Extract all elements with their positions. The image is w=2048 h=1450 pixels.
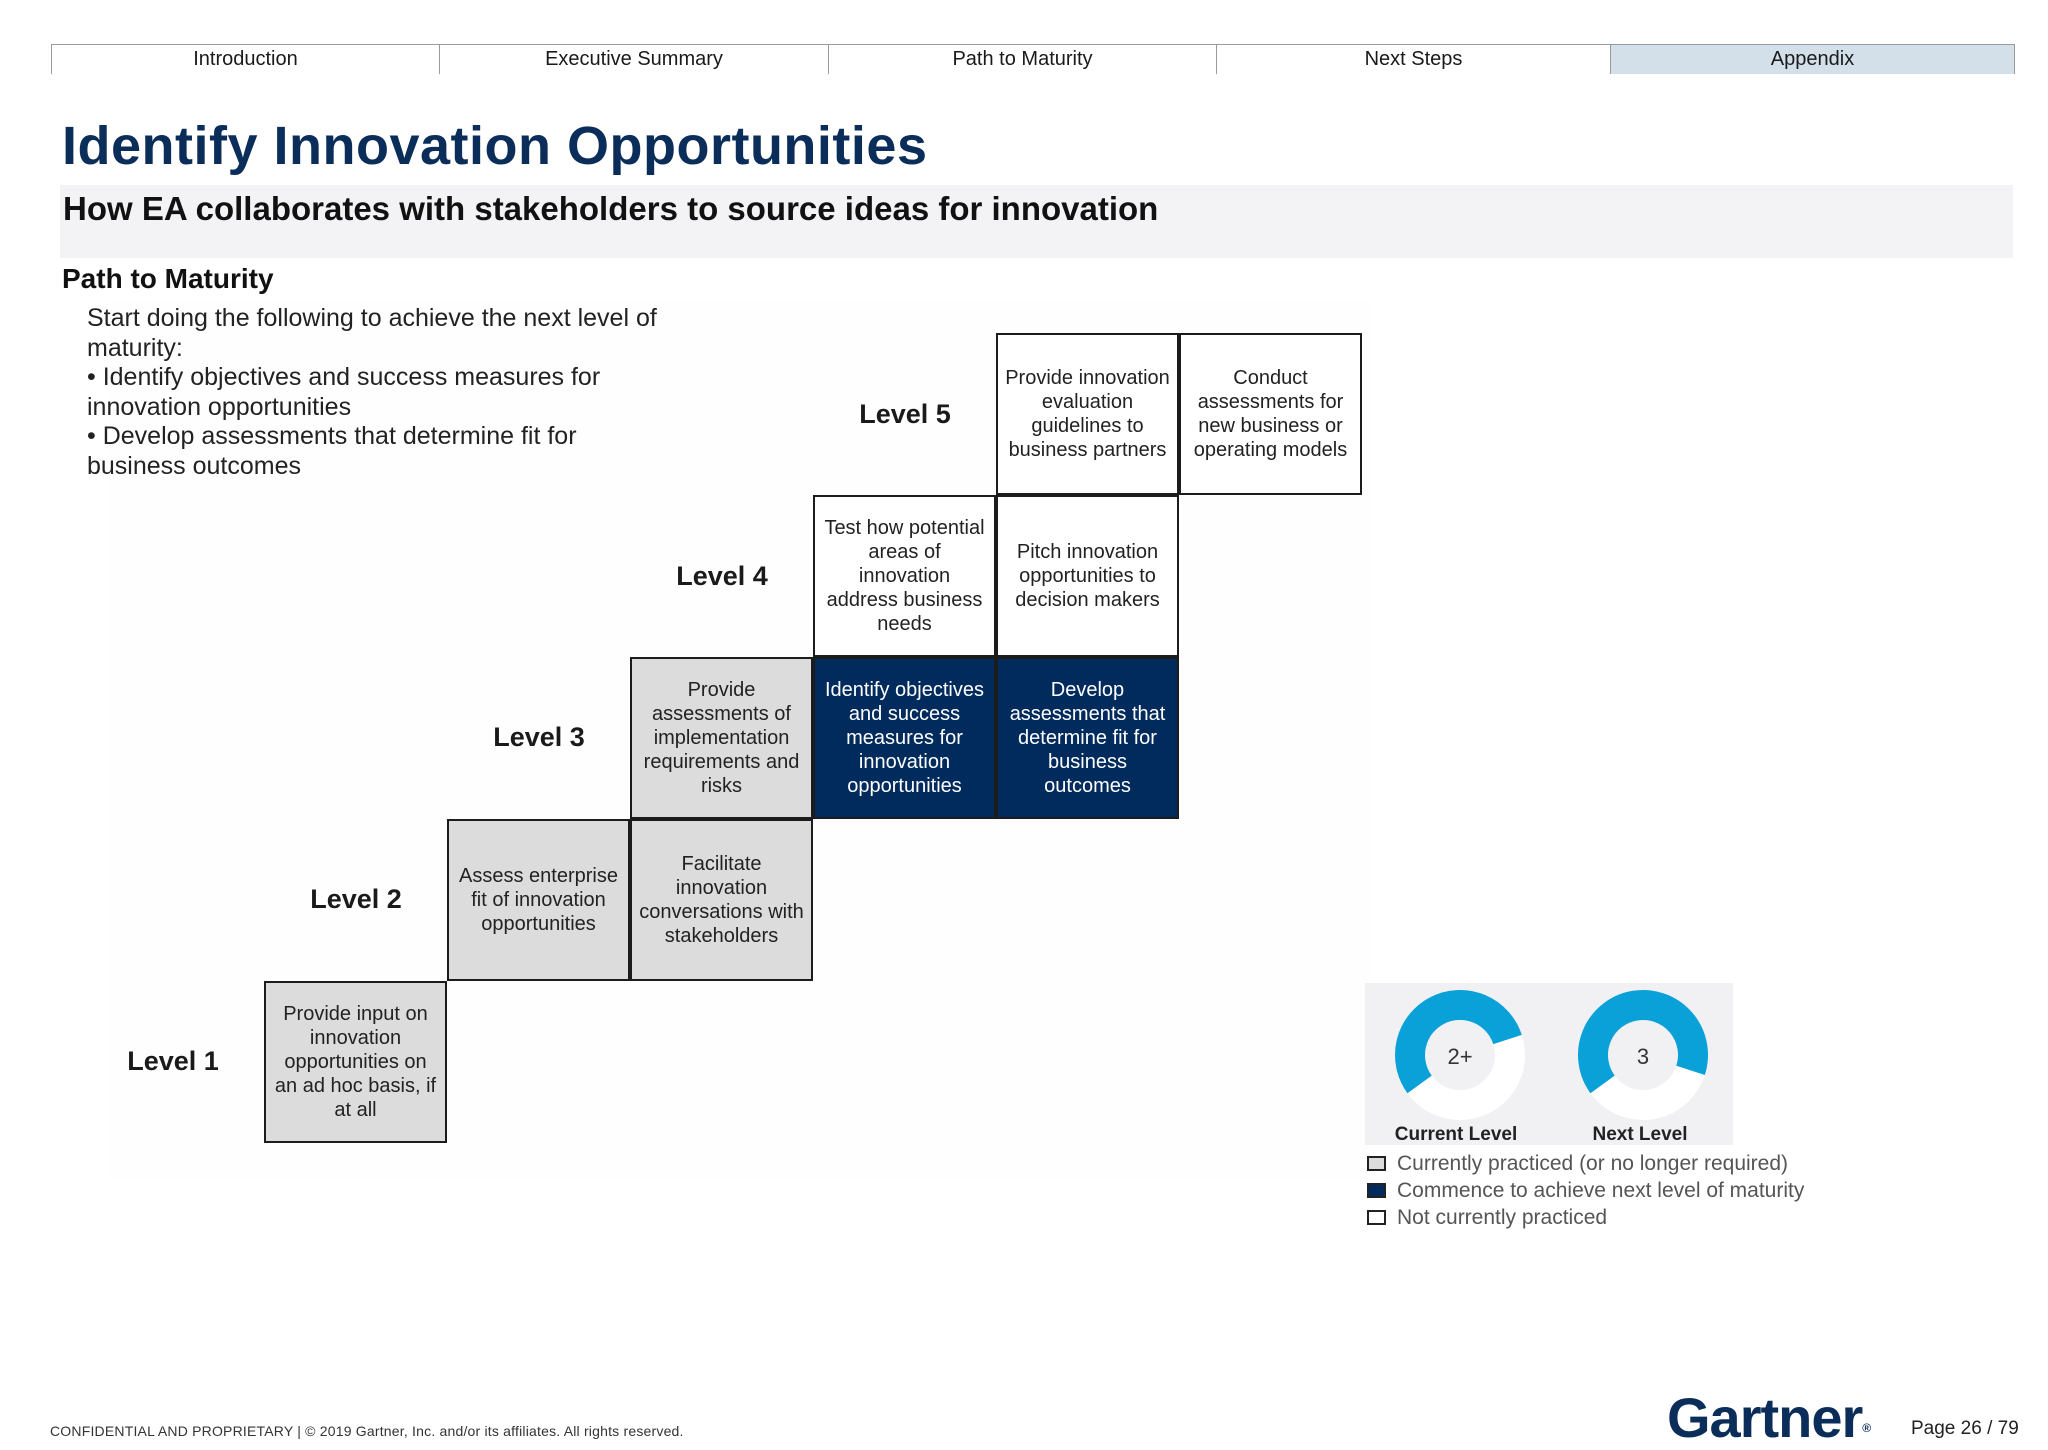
- maturity-cell-level-2-1: Assess enterprise fit of innovation opportunities: [447, 819, 630, 981]
- level-3-label: Level 3: [493, 722, 585, 752]
- legend-item-practiced: [1367, 1150, 1804, 1177]
- page-title: Identify Innovation Opportunities: [62, 116, 928, 176]
- maturity-cell-level-5-1: Provide innovation evaluation guidelines to business partners: [996, 333, 1179, 495]
- level-1-label: Level 1: [127, 1046, 219, 1076]
- maturity-gauge-panel: [1365, 983, 1733, 1145]
- legend-item-commence: [1367, 1177, 1804, 1204]
- next-level-gauge: [1568, 983, 1718, 1133]
- level-5-label: Level 5: [859, 399, 951, 429]
- next-level-value: 3: [1636, 1044, 1650, 1069]
- maturity-cell-level-1-1: Provide input on innovation opportunities on an ad hoc basis, if at all: [264, 981, 447, 1143]
- legend-swatch-not-practiced: [1367, 1210, 1386, 1225]
- current-level-caption: Current Level: [1394, 1124, 1518, 1145]
- tab-appendix[interactable]: Appendix: [1610, 44, 2015, 74]
- legend-label: Not currently practiced: [1397, 1205, 1608, 1229]
- next-level-caption: Next Level: [1592, 1124, 1688, 1145]
- maturity-cell-level-2-2: Facilitate innovation conversations with stakeholders: [630, 819, 813, 981]
- intro-bullet: • Identify objectives and success measures for innovation opportunities: [87, 363, 667, 422]
- tab-path-to-maturity[interactable]: Path to Maturity: [828, 44, 1216, 74]
- intro-text: [87, 304, 667, 481]
- tab-next-steps[interactable]: Next Steps: [1216, 44, 1610, 74]
- legend: [1367, 1150, 1804, 1231]
- legend-label: Commence to achieve next level of maturity: [1397, 1178, 1805, 1202]
- legend-swatch-commence: [1367, 1183, 1386, 1198]
- maturity-cell-level-5-2: Conduct assessments for new business or operating models: [1179, 333, 1362, 495]
- maturity-cell-level-3-1: Provide assessments of implementation requirements and risks: [630, 657, 813, 819]
- top-navigation: [51, 44, 2015, 75]
- confidentiality-notice: CONFIDENTIAL AND PROPRIETARY | © 2019 Gartner, Inc. and/or its affiliates. All rights reserved.: [50, 1423, 684, 1439]
- intro-bullet: • Develop assessments that determine fit for business outcomes: [87, 422, 667, 481]
- maturity-cell-level-4-2: Pitch innovation opportunities to decision makers: [996, 495, 1179, 657]
- legend-swatch-practiced: [1367, 1156, 1386, 1171]
- legend-item-not-practiced: [1367, 1204, 1804, 1231]
- legend-label: Currently practiced (or no longer required): [1397, 1151, 1789, 1175]
- page-subtitle: How EA collaborates with stakeholders to source ideas for innovation: [63, 190, 1159, 227]
- level-4-label: Level 4: [676, 561, 768, 591]
- gartner-logo: Gartner®: [1667, 1386, 1871, 1449]
- maturity-cell-level-3-3: Develop assessments that determine fit for business outcomes: [996, 657, 1179, 819]
- current-level-value: 2+: [1447, 1044, 1473, 1069]
- level-2-label: Level 2: [310, 884, 402, 914]
- maturity-cell-level-3-2: Identify objectives and success measures for innovation opportunities: [813, 657, 996, 819]
- page-number: Page 26 / 79: [1911, 1418, 2019, 1439]
- section-heading: Path to Maturity: [62, 263, 274, 294]
- current-level-gauge: [1385, 983, 1535, 1133]
- maturity-cell-level-4-1: Test how potential areas of innovation address business needs: [813, 495, 996, 657]
- intro-bullet-list: [87, 363, 667, 481]
- tab-executive-summary[interactable]: Executive Summary: [439, 44, 828, 74]
- tab-introduction[interactable]: Introduction: [51, 44, 439, 74]
- intro-paragraph: Start doing the following to achieve the next level of maturity:: [87, 304, 657, 362]
